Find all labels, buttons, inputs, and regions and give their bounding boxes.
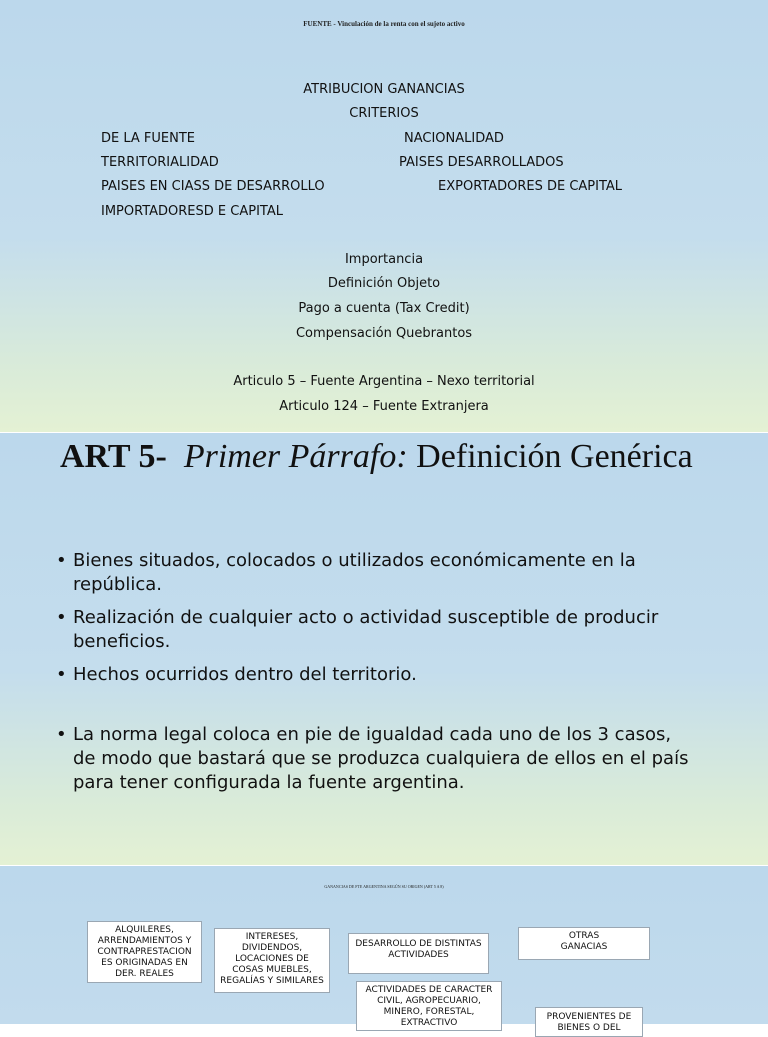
bullet-icon: • [56,607,67,628]
criterion-right: NACIONALIDAD [404,131,504,146]
diagram-box: ALQUILERES, ARRENDAMIENTOS Y CONTRAPRESTACION ES ORIGINADAS EN DER. REALES [87,921,202,983]
slide-atribucion-ganancias [0,0,768,432]
topic-item: Definición Objeto [327,276,441,291]
slide-ganancias-origen [0,866,768,1033]
topic-item: Pago a cuenta (Tax Credit) [298,301,470,316]
criterion-left: DE LA FUENTE [101,131,196,146]
article-ref: Articulo 5 – Fuente Argentina – Nexo territorial [233,374,535,389]
bullet-list [56,549,696,804]
article-ref: Articulo 124 – Fuente Extranjera [279,399,489,414]
slide2-title [60,437,740,477]
list-item: • Realización de cualquier acto o actividad susceptible de producir beneficios. [56,607,659,652]
slide1-header: FUENTE - Vinculación de la renta con el sujeto activo [303,20,465,28]
slide3-header: GANANCIAS DE FTE ARGENTINA SEGÚN SU ORIGEN (ART 5 A 8) [324,884,444,889]
slide1-subtitle: CRITERIOS [349,106,419,121]
topic-item: Importancia [344,252,424,267]
slide-art5-definicion [0,433,768,865]
diagram-box: PROVENIENTES DE BIENES O DEL [535,1007,643,1037]
title-paragraph: Primer Párrafo: [183,438,408,475]
bullet-icon: • [56,550,67,571]
slide1-title: ATRIBUCION GANANCIAS [303,82,465,97]
list-item: • La norma legal coloca en pie de igualdad cada uno de los 3 casos, de modo que bastará que se produzca cualquiera de ellos en el país para tener configurada la fuente argentina. [56,724,689,793]
criterion-left: PAISES EN CIASS DE DESARROLLO [101,179,325,194]
list-item: • Bienes situados, colocados o utilizados económicamente en la república. [56,550,636,595]
diagram-box: DESARROLLO DE DISTINTAS ACTIVIDADES [348,933,489,974]
topic-item: Compensación Quebrantos [295,326,473,341]
criterion-right: EXPORTADORES DE CAPITAL [438,179,623,194]
diagram-box: OTRAS GANACIAS [518,927,650,960]
bullet-icon: • [56,724,67,745]
bullet-icon: • [56,664,67,685]
list-item: • Hechos ocurridos dentro del territorio. [56,664,417,685]
diagram-box: ACTIVIDADES DE CARACTER CIVIL, AGROPECUARIO, MINERO, FORESTAL, EXTRACTIVO [356,981,502,1031]
diagram-box: INTERESES, DIVIDENDOS, LOCACIONES DE COSAS MUEBLES, REGALÍAS Y SIMILARES [214,928,330,993]
criterion-left: TERRITORIALIDAD [101,155,219,170]
criterion-left: IMPORTADORESD E CAPITAL [101,204,283,219]
title-rest: Definición Genérica [416,438,693,475]
title-art-number: ART 5- [60,438,167,475]
criterion-right: PAISES DESARROLLADOS [399,155,564,170]
